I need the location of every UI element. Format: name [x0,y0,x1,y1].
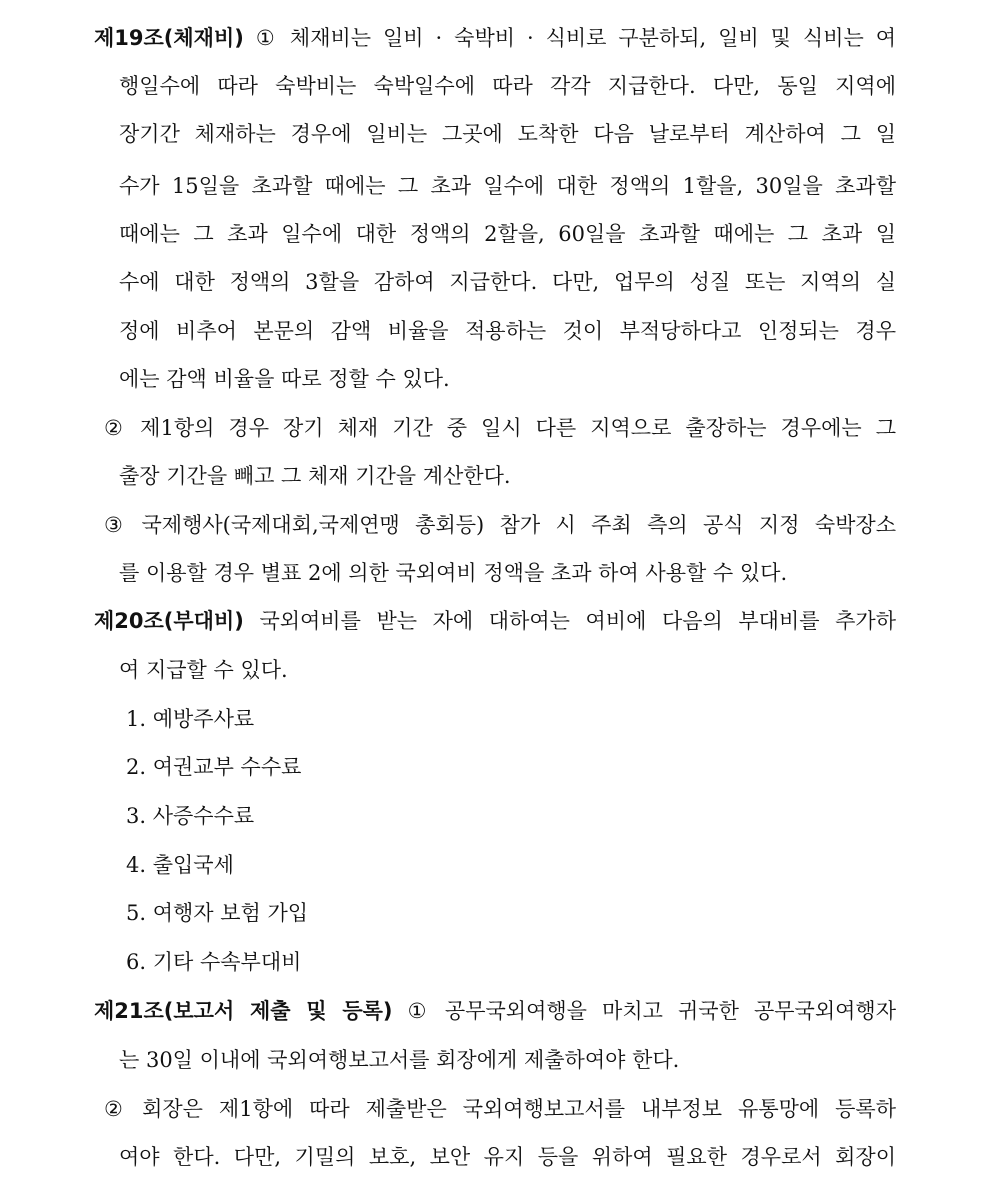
article-19-paragraph-3: ③ 국제행사(국제대회,국제연맹 총회등) 참가 시 주최 측의 공식 지정 숙박장소 [104,513,897,537]
article-19-line: 에는 감액 비율을 따로 정할 수 있다. [119,367,450,391]
article-19-line: 행일수에 따라 숙박비는 숙박일수에 따라 각각 지급한다. 다만, 동일 지역에 [119,74,896,98]
article-20-first-line [94,606,896,636]
paragraph-2-marker: ② [104,416,131,440]
paragraph-1-marker: ① [407,999,435,1023]
article-21-paragraph-2-cont: 여야 한다. 다만, 기밀의 보호, 보안 유지 등을 위하여 필요한 경우로서 회장이 [119,1145,896,1169]
list-item: 1. 예방주사료 [126,707,255,731]
paragraph-3-marker: ③ [104,513,132,537]
paragraph-1-marker: ① [255,26,280,50]
article-20-title: 제20조(부대비) [94,609,244,633]
article-19-line: 정에 비추어 본문의 감액 비율을 적용하는 것이 부적당하다고 인정되는 경우 [119,319,896,343]
list-item: 3. 사증수수료 [126,804,255,828]
article-19-paragraph-2: ② 제1항의 경우 장기 체재 기간 중 일시 다른 지역으로 출장하는 경우에는 그 [104,416,896,440]
article-19-title: 제19조(체재비) [94,26,244,50]
article-19-line: 수에 대한 정액의 3할을 감하여 지급한다. 다만, 업무의 성질 또는 지역의 실 [119,270,896,294]
article-21-paragraph-2: ② 회장은 제1항에 따라 제출받은 국외여행보고서를 내부정보 유통망에 등록하 [104,1097,897,1121]
article-19-line: 수가 15일을 초과할 때에는 그 초과 일수에 대한 정액의 1할을, 30일을 초과할 [119,174,896,198]
article-21-text: 공무국외여행을 마치고 귀국한 공무국외여행자 [444,999,896,1023]
article-19-paragraph-3-cont: 를 이용할 경우 별표 2에 의한 국외여비 정액을 초과 하여 사용할 수 있다. [119,561,788,585]
list-item: 6. 기타 수속부대비 [126,950,302,974]
article-20-text: 국외여비를 받는 자에 대하여는 여비에 다음의 부대비를 추가하 [259,609,896,633]
paragraph-2-marker: ② [104,1097,133,1121]
article-19-paragraph-2-cont: 출장 기간을 빼고 그 체재 기간을 계산한다. [119,464,511,488]
article-19-first-line [94,23,896,53]
article-19-line: 때에는 그 초과 일수에 대한 정액의 2할을, 60일을 초과할 때에는 그 초과 일 [119,222,896,246]
article-21-first-line [94,996,896,1026]
article-19-text: 체재비는 일비 · 숙박비 · 식비로 구분하되, 일비 및 식비는 여 [289,26,896,50]
list-item: 2. 여권교부 수수료 [126,755,302,779]
article-19-line: 장기간 체재하는 경우에 일비는 그곳에 도착한 다음 날로부터 계산하여 그 일 [119,122,896,146]
list-item: 4. 출입국세 [126,853,234,877]
article-21-line: 는 30일 이내에 국외여행보고서를 회장에게 제출하여야 한다. [119,1048,680,1072]
article-20-line: 여 지급할 수 있다. [119,658,288,682]
article-21-title: 제21조(보고서 제출 및 등록) [94,999,393,1023]
list-item: 5. 여행자 보험 가입 [126,901,309,925]
